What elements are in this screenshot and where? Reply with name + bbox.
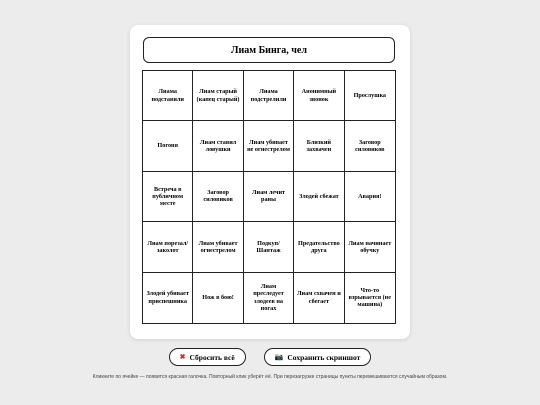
bingo-cell[interactable]: Лиам схвачен и сбегает [294,273,344,323]
bingo-grid [142,70,396,324]
bingo-cell[interactable]: Близкий захвачен [294,121,344,171]
bingo-cell[interactable]: Анонимный звонок [294,71,344,121]
hint-text: Кликните по ячейке — появится красная галочка. Повторный клик уберёт её. При перезагрузке страницы пункты перемешиваются случайным образом. [92,374,448,380]
bingo-cell[interactable]: Заговор силовиков [345,121,395,171]
save-screenshot-button-label: Сохранить скриншот [287,352,361,362]
bingo-cell[interactable]: Лиам порезал/заколот [143,222,193,272]
bingo-cell[interactable]: Подкуп/Шантаж [244,222,294,272]
bingo-cell[interactable]: Злодей сбежат [294,172,344,222]
bingo-cell[interactable]: Предательство друга [294,222,344,272]
bingo-cell[interactable]: Лиам лечит раны [244,172,294,222]
reset-button[interactable] [169,348,246,366]
bingo-cell[interactable]: Нож в бою! [193,273,243,323]
bingo-cell[interactable]: Лиам преследует злодеев на ногах [244,273,294,323]
bingo-cell[interactable]: Лиам начинает обучку [345,222,395,272]
camera-icon: 📷 [274,352,284,361]
bingo-cell[interactable]: Лиам убивает огнестрелом [193,222,243,272]
save-screenshot-button[interactable] [264,348,372,366]
reset-button-label: Сбросить всё [189,352,235,362]
bingo-cell[interactable]: Заговор силовиков [193,172,243,222]
bingo-cell[interactable]: Авария! [345,172,395,222]
bingo-cell[interactable]: Встреча в публичном месте [143,172,193,222]
bingo-cell[interactable]: Лиама подставили [143,71,193,121]
bingo-cell[interactable]: Погоня [143,121,193,171]
bingo-cell[interactable]: Злодей убивает приспешника [143,273,193,323]
bingo-cell[interactable]: Лиам старый (капец старый) [193,71,243,121]
close-icon: ✖ [179,352,186,361]
bingo-title: Лиам Бинга, чел [143,37,395,63]
bingo-cell[interactable]: Лиам ставил ловушки [193,121,243,171]
bingo-cell[interactable]: Прослушка [345,71,395,121]
bingo-cell[interactable]: Что-то взрывается (не машина) [348,286,391,309]
button-row [0,348,540,366]
bingo-cell[interactable]: Лиам убивает не огнестрелом [244,121,294,171]
bingo-cell[interactable]: Лиама подстрелили [244,71,294,121]
bingo-card [130,25,410,339]
